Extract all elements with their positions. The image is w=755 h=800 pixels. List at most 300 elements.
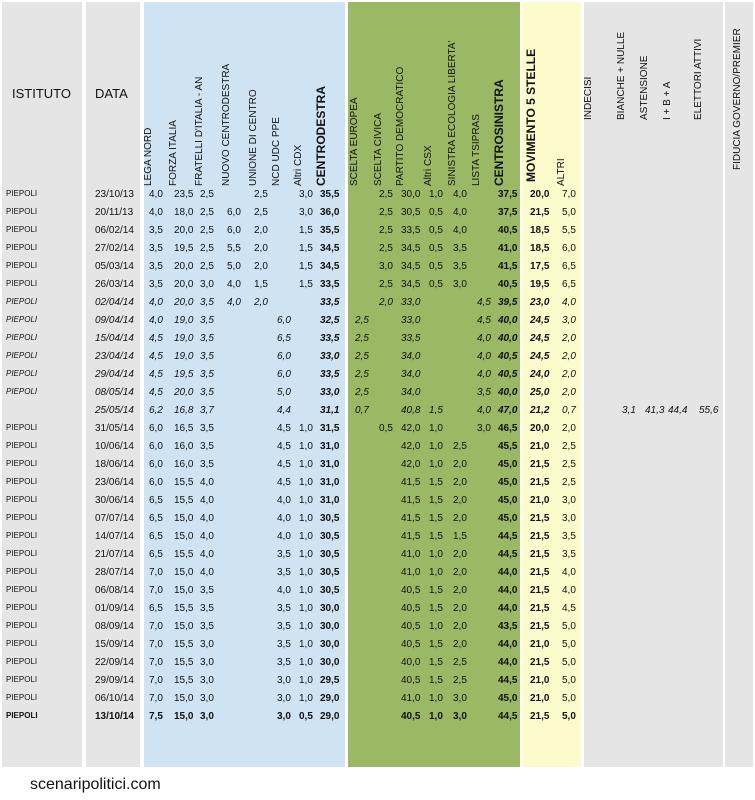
row-value: 41,5 <box>401 495 421 506</box>
row-value: 5,0 <box>562 621 576 632</box>
row-value: 2,0 <box>562 351 576 362</box>
table-row <box>0 366 755 384</box>
row-value: 30,5 <box>320 567 340 578</box>
row-value: 2,0 <box>562 387 576 398</box>
row-value: 21,5 <box>530 603 550 614</box>
row-value: 15,0 <box>174 693 194 704</box>
row-istituto: PIEPOLI <box>6 369 38 378</box>
row-value: 4,0 <box>200 495 214 506</box>
row-value: 30,5 <box>320 585 340 596</box>
row-value: 15,0 <box>174 621 194 632</box>
row-value: 4,0 <box>200 531 214 542</box>
row-value: 3,0 <box>200 693 214 704</box>
row-date: 23/10/13 <box>95 189 134 200</box>
row-value: 1,5 <box>453 531 467 542</box>
row-istituto: PIEPOLI <box>6 675 38 684</box>
row-value: 1,5 <box>429 531 443 542</box>
table-row <box>0 636 755 654</box>
table-row <box>0 294 755 312</box>
row-value: 2,0 <box>453 621 467 632</box>
row-value: 1,0 <box>429 423 443 434</box>
row-value: 33,5 <box>320 369 340 380</box>
table-row <box>0 438 755 456</box>
row-value: 2,5 <box>562 477 576 488</box>
row-value: 15,5 <box>174 675 194 686</box>
row-value: 2,5 <box>379 189 393 200</box>
row-value: 4,0 <box>227 297 241 308</box>
table-row <box>0 258 755 276</box>
row-value: 2,5 <box>355 351 369 362</box>
row-value: 2,5 <box>200 243 214 254</box>
row-value: 3,5 <box>149 279 163 290</box>
row-value: 7,0 <box>149 657 163 668</box>
row-value: 33,5 <box>320 297 340 308</box>
row-value: 20,0 <box>530 423 550 434</box>
row-value: 42,0 <box>401 459 421 470</box>
row-value: 2,5 <box>355 315 369 326</box>
row-value: 2,0 <box>254 243 268 254</box>
row-value: 35,5 <box>320 225 340 236</box>
row-value: 4,4 <box>277 405 291 416</box>
row-value: 2,5 <box>453 657 467 668</box>
row-value: 4,0 <box>453 225 467 236</box>
row-istituto: PIEPOLI <box>6 243 38 252</box>
row-value: 3,0 <box>200 279 214 290</box>
row-value: 1,0 <box>299 675 313 686</box>
column-header-label: FIDUCIA GOVERNO/PREMIER <box>732 28 743 170</box>
row-value: 20,0 <box>530 189 550 200</box>
table-row <box>0 474 755 492</box>
row-istituto: PIEPOLI <box>6 459 38 468</box>
row-value: 4,0 <box>227 279 241 290</box>
row-value: 1,0 <box>429 549 443 560</box>
row-date: 25/05/14 <box>95 405 134 416</box>
row-value: 15,0 <box>174 585 194 596</box>
row-value: 4,5 <box>149 333 163 344</box>
row-value: 1,0 <box>299 513 313 524</box>
row-value: 41,5 <box>401 513 421 524</box>
row-istituto: PIEPOLI <box>6 387 38 396</box>
row-value: 30,0 <box>320 657 340 668</box>
row-value: 6,5 <box>149 549 163 560</box>
row-istituto: PIEPOLI <box>6 549 38 558</box>
row-istituto: PIEPOLI <box>6 603 38 612</box>
row-value: 3,0 <box>277 675 291 686</box>
row-value: 3,5 <box>200 585 214 596</box>
row-value: 3,5 <box>277 621 291 632</box>
row-value: 2,5 <box>355 369 369 380</box>
table-row <box>0 222 755 240</box>
row-value: 2,0 <box>453 513 467 524</box>
row-value: 15,5 <box>174 657 194 668</box>
row-value: 4,0 <box>477 333 491 344</box>
row-value: 2,0 <box>453 603 467 614</box>
row-date: 31/05/14 <box>95 423 134 434</box>
row-value: 4,5 <box>277 459 291 470</box>
row-value: 7,5 <box>149 711 163 722</box>
row-value: 1,0 <box>299 477 313 488</box>
column-header-label: FRATELLI D'ITALIA - AN <box>194 76 205 186</box>
row-value: 5,0 <box>227 261 241 272</box>
column-header-label: PARTITO DEMOCRATICO <box>395 66 406 186</box>
row-value: 15,5 <box>174 639 194 650</box>
row-value: 2,5 <box>562 441 576 452</box>
row-value: 34,5 <box>320 243 340 254</box>
row-value: 15,0 <box>174 711 194 722</box>
row-value: 1,0 <box>299 567 313 578</box>
row-value: 41,5 <box>401 531 421 542</box>
row-value: 1,5 <box>299 261 313 272</box>
row-value: 23,0 <box>530 297 550 308</box>
row-value: 42,0 <box>401 423 421 434</box>
row-istituto: PIEPOLI <box>6 585 38 594</box>
row-value: 6,0 <box>227 207 241 218</box>
row-value: 2,5 <box>254 189 268 200</box>
table-row <box>0 564 755 582</box>
row-value: 3,0 <box>453 279 467 290</box>
row-date: 29/09/14 <box>95 675 134 686</box>
row-value: 3,5 <box>200 297 214 308</box>
column-header-label: NCD UDC PPE <box>271 117 282 186</box>
row-value: 21,5 <box>530 459 550 470</box>
row-value: 2,0 <box>254 297 268 308</box>
row-value: 21,2 <box>530 405 550 416</box>
row-value: 5,0 <box>562 711 576 722</box>
row-value: 3,5 <box>562 549 576 560</box>
column-header-label: SINISTRA ECOLOGIA LIBERTA' <box>447 40 458 186</box>
row-istituto: PIEPOLI <box>6 441 38 450</box>
row-istituto: PIEPOLI <box>6 693 38 702</box>
row-value: 21,5 <box>530 657 550 668</box>
row-value: 3,7 <box>200 405 214 416</box>
row-value: 2,5 <box>200 225 214 236</box>
row-value: 40,5 <box>498 225 518 236</box>
row-value: 4,5 <box>562 603 576 614</box>
row-value: 1,0 <box>299 603 313 614</box>
row-value: 24,5 <box>530 333 550 344</box>
row-value: 5,5 <box>562 225 576 236</box>
row-value: 33,5 <box>401 333 421 344</box>
row-value: 41,0 <box>401 567 421 578</box>
row-value: 6,0 <box>149 459 163 470</box>
row-value: 3,5 <box>453 261 467 272</box>
row-value: 19,5 <box>530 279 550 290</box>
row-value: 23,5 <box>174 189 194 200</box>
row-value: 3,0 <box>200 657 214 668</box>
row-value: 21,5 <box>530 567 550 578</box>
row-date: 28/07/14 <box>95 567 134 578</box>
row-value: 31,0 <box>320 441 340 452</box>
row-value: 3,0 <box>200 675 214 686</box>
row-value: 21,0 <box>530 441 550 452</box>
row-value: 3,5 <box>453 243 467 254</box>
row-value: 1,0 <box>299 441 313 452</box>
row-date: 13/10/14 <box>95 711 134 722</box>
row-value: 31,0 <box>320 495 340 506</box>
row-value: 3,5 <box>149 243 163 254</box>
row-value: 21,5 <box>530 621 550 632</box>
row-value: 2,5 <box>254 207 268 218</box>
row-value: 33,5 <box>401 225 421 236</box>
row-value: 19,5 <box>174 243 194 254</box>
row-date: 01/09/14 <box>95 603 134 614</box>
row-date: 14/07/14 <box>95 531 134 542</box>
row-value: 21,0 <box>530 693 550 704</box>
row-value: 33,0 <box>401 315 421 326</box>
column-header-label: FORZA ITALIA <box>168 120 179 186</box>
row-value: 16,5 <box>174 423 194 434</box>
table-row <box>0 690 755 708</box>
row-value: 1,0 <box>299 585 313 596</box>
row-value: 40,0 <box>498 315 518 326</box>
column-header-label: I + B + A <box>662 81 673 120</box>
row-value: 33,0 <box>320 351 340 362</box>
row-value: 30,5 <box>320 549 340 560</box>
row-value: 3,5 <box>277 639 291 650</box>
row-value: 3,5 <box>200 441 214 452</box>
row-value: 31,0 <box>320 477 340 488</box>
row-value: 2,5 <box>453 441 467 452</box>
row-istituto: PIEPOLI <box>6 621 38 630</box>
row-value: 34,0 <box>401 369 421 380</box>
row-value: 29,5 <box>320 675 340 686</box>
row-value: 45,0 <box>498 513 518 524</box>
column-header-label: ALTRI <box>556 158 567 186</box>
row-value: 30,5 <box>320 513 340 524</box>
row-value: 41,3 <box>645 405 665 416</box>
row-value: 34,5 <box>401 261 421 272</box>
row-value: 5,0 <box>562 675 576 686</box>
row-value: 34,5 <box>320 261 340 272</box>
column-header-label: UNIONE DI CENTRO <box>248 89 259 186</box>
table-row <box>0 654 755 672</box>
row-value: 1,5 <box>299 225 313 236</box>
row-value: 7,0 <box>562 189 576 200</box>
table-row <box>0 492 755 510</box>
row-value: 40,0 <box>498 387 518 398</box>
row-date: 06/02/14 <box>95 225 134 236</box>
row-istituto: PIEPOLI <box>6 279 38 288</box>
row-value: 34,5 <box>401 243 421 254</box>
table-row <box>0 672 755 690</box>
row-value: 6,0 <box>277 369 291 380</box>
row-value: 1,0 <box>299 495 313 506</box>
row-value: 6,5 <box>149 603 163 614</box>
row-value: 1,0 <box>299 459 313 470</box>
row-value: 6,0 <box>149 441 163 452</box>
row-value: 21,5 <box>530 585 550 596</box>
row-value: 1,0 <box>429 693 443 704</box>
row-value: 21,0 <box>530 495 550 506</box>
row-value: 18,5 <box>530 243 550 254</box>
row-value: 1,5 <box>299 243 313 254</box>
table-row <box>0 384 755 402</box>
row-istituto: PIEPOLI <box>6 333 38 342</box>
row-value: 1,0 <box>299 531 313 542</box>
row-value: 34,5 <box>401 279 421 290</box>
column-header-label: MOVIMENTO 5 STELLE <box>524 48 538 182</box>
row-value: 2,5 <box>562 459 576 470</box>
row-value: 1,0 <box>299 423 313 434</box>
column-header-label: ELETTORI ATTIVI <box>693 38 704 120</box>
row-value: 30,0 <box>320 603 340 614</box>
row-istituto: PIEPOLI <box>6 315 38 324</box>
row-value: 3,0 <box>562 513 576 524</box>
row-value: 2,5 <box>379 279 393 290</box>
row-value: 6,5 <box>277 333 291 344</box>
row-value: 40,5 <box>401 621 421 632</box>
row-value: 3,5 <box>200 387 214 398</box>
row-istituto: PIEPOLI <box>6 657 38 666</box>
row-value: 3,0 <box>562 315 576 326</box>
row-value: 29,0 <box>320 693 340 704</box>
row-value: 4,0 <box>200 513 214 524</box>
row-value: 44,0 <box>498 657 518 668</box>
row-value: 7,0 <box>149 693 163 704</box>
row-date: 23/06/14 <box>95 477 134 488</box>
row-date: 21/07/14 <box>95 549 134 560</box>
table-row <box>0 582 755 600</box>
row-value: 1,0 <box>429 621 443 632</box>
table-row <box>0 276 755 294</box>
row-date: 08/05/14 <box>95 387 134 398</box>
row-value: 6,5 <box>149 513 163 524</box>
row-date: 09/04/14 <box>95 315 134 326</box>
row-value: 21,5 <box>530 513 550 524</box>
row-value: 1,5 <box>429 657 443 668</box>
row-value: 3,1 <box>622 405 636 416</box>
row-value: 21,0 <box>530 675 550 686</box>
column-header-label: INDECISI <box>583 76 594 120</box>
row-date: 29/04/14 <box>95 369 134 380</box>
row-value: 41,5 <box>498 261 518 272</box>
table-row <box>0 402 755 420</box>
row-value: 45,5 <box>498 441 518 452</box>
site-footer: scenaripolitici.com <box>30 776 161 793</box>
row-value: 40,5 <box>498 369 518 380</box>
row-value: 1,0 <box>299 657 313 668</box>
row-value: 21,5 <box>530 477 550 488</box>
header-data: DATA <box>95 86 128 101</box>
row-value: 24,0 <box>530 369 550 380</box>
row-value: 3,0 <box>379 261 393 272</box>
row-value: 3,5 <box>277 657 291 668</box>
row-value: 3,5 <box>200 369 214 380</box>
row-value: 6,0 <box>149 477 163 488</box>
row-value: 6,5 <box>149 531 163 542</box>
row-value: 33,5 <box>320 279 340 290</box>
row-value: 4,0 <box>562 297 576 308</box>
row-value: 6,0 <box>277 315 291 326</box>
row-value: 30,5 <box>401 207 421 218</box>
row-istituto: PIEPOLI <box>6 423 38 432</box>
row-value: 16,0 <box>174 459 194 470</box>
row-value: 0,7 <box>355 405 369 416</box>
row-value: 0,5 <box>429 279 443 290</box>
row-date: 20/11/13 <box>95 207 134 218</box>
row-value: 40,5 <box>401 711 421 722</box>
row-value: 15,0 <box>174 513 194 524</box>
row-value: 4,5 <box>477 315 491 326</box>
row-value: 1,5 <box>429 603 443 614</box>
row-value: 20,0 <box>174 225 194 236</box>
row-value: 20,0 <box>174 261 194 272</box>
row-istituto: PIEPOLI <box>6 711 38 720</box>
row-value: 36,0 <box>320 207 340 218</box>
row-value: 1,5 <box>254 279 268 290</box>
row-value: 45,0 <box>498 477 518 488</box>
row-value: 3,0 <box>277 693 291 704</box>
row-value: 40,5 <box>498 351 518 362</box>
row-value: 1,5 <box>299 279 313 290</box>
row-value: 5,0 <box>562 639 576 650</box>
row-istituto: PIEPOLI <box>6 351 38 360</box>
table-row <box>0 330 755 348</box>
table-row <box>0 546 755 564</box>
row-value: 4,0 <box>149 297 163 308</box>
table-row <box>0 510 755 528</box>
row-date: 10/06/14 <box>95 441 134 452</box>
row-value: 15,5 <box>174 495 194 506</box>
row-value: 2,0 <box>453 567 467 578</box>
row-date: 30/06/14 <box>95 495 134 506</box>
row-value: 3,0 <box>200 711 214 722</box>
row-istituto: PIEPOLI <box>6 297 38 306</box>
row-value: 25,0 <box>530 387 550 398</box>
row-value: 4,5 <box>477 297 491 308</box>
row-value: 42,0 <box>401 441 421 452</box>
row-value: 0,5 <box>429 225 443 236</box>
row-value: 4,0 <box>149 315 163 326</box>
row-value: 34,0 <box>401 387 421 398</box>
row-istituto: PIEPOLI <box>6 513 38 522</box>
column-header-label: LEGA NORD <box>143 127 154 186</box>
row-value: 6,5 <box>149 495 163 506</box>
row-value: 1,0 <box>429 567 443 578</box>
row-value: 33,0 <box>320 387 340 398</box>
row-value: 21,5 <box>530 207 550 218</box>
row-value: 45,0 <box>498 495 518 506</box>
row-value: 3,0 <box>299 207 313 218</box>
row-value: 1,5 <box>429 495 443 506</box>
row-value: 41,5 <box>401 477 421 488</box>
row-value: 44,5 <box>498 531 518 542</box>
row-value: 3,5 <box>200 423 214 434</box>
table-row <box>0 348 755 366</box>
row-value: 4,0 <box>277 585 291 596</box>
row-value: 4,5 <box>277 477 291 488</box>
row-date: 07/07/14 <box>95 513 134 524</box>
row-value: 3,5 <box>200 315 214 326</box>
row-value: 4,0 <box>277 495 291 506</box>
row-value: 15,0 <box>174 531 194 542</box>
row-value: 4,5 <box>277 423 291 434</box>
row-value: 17,5 <box>530 261 550 272</box>
row-value: 1,0 <box>299 549 313 560</box>
row-value: 2,0 <box>562 423 576 434</box>
row-value: 40,5 <box>498 279 518 290</box>
row-value: 3,0 <box>299 189 313 200</box>
column-header-label: Altri CDX <box>293 144 304 186</box>
header-istituto: ISTITUTO <box>12 86 71 101</box>
table-row <box>0 456 755 474</box>
row-value: 3,5 <box>277 549 291 560</box>
row-value: 55,6 <box>699 405 719 416</box>
row-value: 15,0 <box>174 567 194 578</box>
row-value: 21,5 <box>530 531 550 542</box>
row-value: 3,5 <box>562 531 576 542</box>
row-date: 02/04/14 <box>95 297 134 308</box>
